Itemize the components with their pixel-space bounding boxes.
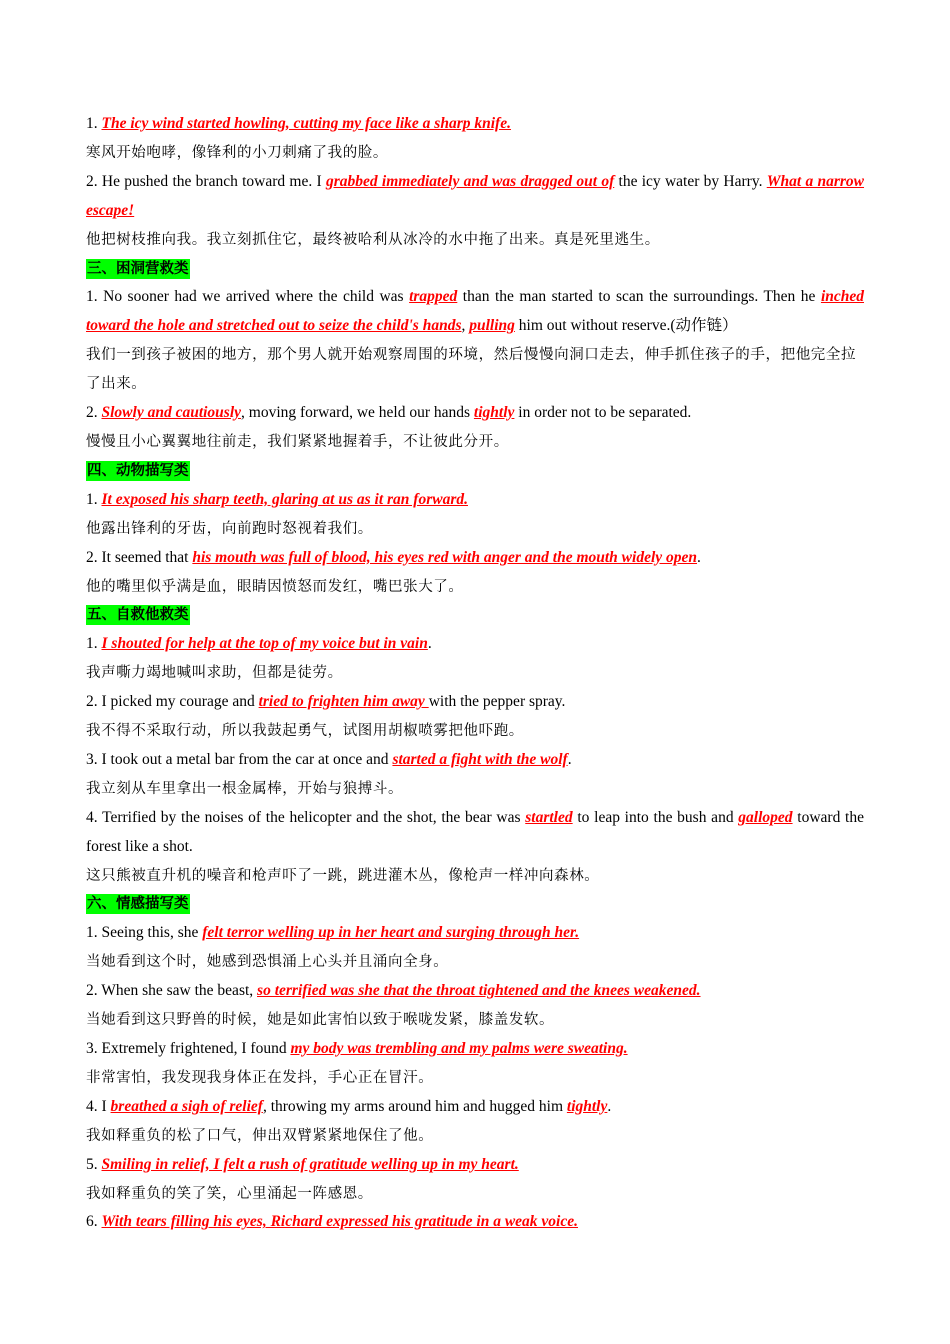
sentence-en bbox=[86, 746, 864, 775]
highlight-phrase: With tears filling his eyes, Richard expressed his gratitude in a weak voice. bbox=[101, 1213, 578, 1231]
highlight-phrase: I shouted for help at the top of my voice but in vain bbox=[101, 635, 428, 653]
sentence-prefix: 4. I bbox=[86, 1097, 111, 1115]
sentence-prefix: 5. bbox=[86, 1155, 102, 1173]
highlight-phrase: his mouth was full of blood, his eyes red with anger and the mouth widely open bbox=[192, 548, 698, 566]
highlight-phrase: What a narrow escape! bbox=[86, 172, 865, 219]
sentence-en bbox=[86, 977, 864, 1006]
sentence-prefix: 3. Extremely frightened, I found bbox=[86, 1040, 291, 1057]
sentence-zh: 他把树枝推向我。我立刻抓住它，最终被哈利从冰冷的水中拖了出来。真是死里逃生。 bbox=[86, 231, 660, 248]
highlight-phrase: tightly bbox=[473, 404, 515, 422]
sentence-text: than the man started to scan the surroundings. Then he bbox=[457, 288, 821, 306]
sentence-zh: 我如释重负的笑了笑，心里涌起一阵感恩。 bbox=[86, 1185, 373, 1202]
sentence-text: , bbox=[461, 317, 470, 335]
highlight-phrase: tightly bbox=[566, 1097, 608, 1115]
highlight-phrase: Slowly and cautiously bbox=[101, 404, 242, 422]
sentence-text: him out without reserve.(动作链） bbox=[514, 317, 738, 335]
sentence-text: with the pepper spray. bbox=[428, 693, 566, 711]
sentence-prefix: 2. When she saw the beast, bbox=[86, 982, 258, 1000]
highlight-phrase: The icy wind started howling, cutting my face like a sharp knife. bbox=[101, 115, 511, 132]
sentence-zh: 这只熊被直升机的噪音和枪声吓了一跳，跳进灌木丛，像枪声一样冲向森林。 bbox=[86, 867, 600, 884]
sentence-text: . bbox=[697, 548, 701, 566]
sentence-zh: 非常害怕，我发现我身体正在发抖，手心正在冒汗。 bbox=[86, 1069, 434, 1086]
sentence-zh: 我立刻从车里拿出一根金属棒，开始与狼搏斗。 bbox=[86, 780, 404, 797]
section-heading: 四、动物描写类 bbox=[87, 462, 189, 479]
sentence-prefix: 6. bbox=[86, 1213, 102, 1231]
sentence-en bbox=[86, 919, 864, 948]
sentence-zh: 当她看到这个时，她感到恐惧涌上心头并且涌向全身。 bbox=[86, 954, 449, 971]
highlight-phrase: Smiling in relief, I felt a rush of gratitude welling up in my heart. bbox=[101, 1155, 519, 1173]
sentence-en bbox=[86, 486, 864, 515]
sentence-zh: 他露出锋利的牙齿，向前跑时怒视着我们。 bbox=[86, 520, 373, 537]
sentence-zh: 当她看到这只野兽的时候，她是如此害怕以致于喉咙发紧，膝盖发软。 bbox=[86, 1012, 555, 1029]
sentence-text: the icy water by Harry. bbox=[614, 172, 767, 190]
highlight-phrase: inched toward the hole and stretched out to seize the child's hands bbox=[86, 288, 864, 335]
sentence-zh: 我声嘶力竭地喊叫求助，但都是徒劳。 bbox=[86, 665, 343, 682]
sentence-prefix: 1. bbox=[86, 635, 102, 653]
section-heading: 五、自救他救类 bbox=[87, 607, 189, 624]
highlight-phrase: felt terror welling up in her heart and surging through her. bbox=[202, 924, 580, 942]
sentence-text: , moving forward, we held our hands bbox=[241, 404, 474, 422]
sentence-en bbox=[86, 630, 864, 659]
sentence-zh: 我们一到孩子被困的地方，那个男人就开始观察周围的环境，然后慢慢向洞口走去，伸手抓住孩子的手，把他完全拉了出来。 bbox=[86, 347, 857, 393]
sentence-prefix: 2. bbox=[86, 404, 102, 422]
document-page bbox=[86, 110, 864, 1237]
sentence-prefix: 1. Seeing this, she bbox=[86, 924, 203, 942]
highlight-phrase: trapped bbox=[409, 288, 458, 306]
sentence-prefix: 1. bbox=[86, 490, 102, 508]
sentence-zh: 寒风开始咆哮，像锋利的小刀刺痛了我的脸。 bbox=[86, 144, 388, 161]
highlight-phrase: my body was trembling and my palms were sweating. bbox=[290, 1040, 628, 1057]
highlight-phrase: startled bbox=[525, 808, 573, 826]
sentence-prefix: 2. It seemed that bbox=[86, 548, 193, 566]
section-heading: 三、困洞营救类 bbox=[87, 260, 189, 277]
highlight-phrase: so terrified was she that the throat tightened and the knees weakened. bbox=[257, 982, 701, 1000]
sentence-text: toward the forest like a shot. bbox=[86, 808, 864, 855]
sentence-en bbox=[86, 1093, 864, 1122]
sentence-text: in order not to be separated. bbox=[514, 404, 692, 422]
sentence-en bbox=[86, 399, 864, 428]
sentence-en bbox=[86, 1151, 864, 1180]
sentence-en bbox=[86, 688, 864, 717]
sentence-text: to leap into the bush and bbox=[572, 808, 739, 826]
sentence-prefix: 2. I picked my courage and bbox=[86, 693, 259, 711]
sentence-en bbox=[86, 283, 864, 341]
sentence-prefix: 2. He pushed the branch toward me. I bbox=[86, 172, 326, 190]
sentence-en bbox=[86, 168, 864, 226]
sentence-text: . bbox=[427, 635, 432, 653]
sentence-en bbox=[86, 110, 864, 139]
sentence-en bbox=[86, 1208, 864, 1237]
sentence-prefix: 1. bbox=[86, 115, 102, 132]
sentence-text: . bbox=[607, 1097, 612, 1115]
sentence-en bbox=[86, 544, 864, 573]
highlight-phrase: grabbed immediately and was dragged out of bbox=[325, 172, 615, 190]
highlight-phrase: started a fight with the wolf bbox=[392, 750, 568, 768]
sentence-en bbox=[86, 804, 864, 862]
sentence-zh: 我不得不采取行动，所以我鼓起勇气，试图用胡椒喷雾把他吓跑。 bbox=[86, 723, 524, 740]
sentence-prefix: 1. No sooner had we arrived where the child was bbox=[86, 288, 410, 306]
highlight-phrase: It exposed his sharp teeth, glaring at us as it ran forward. bbox=[101, 490, 468, 508]
sentence-zh: 他的嘴里似乎满是血，眼睛因愤怒而发红，嘴巴张大了。 bbox=[86, 578, 464, 595]
sentence-prefix: 4. Terrified by the noises of the helicopter and the shot, the bear was bbox=[86, 808, 526, 826]
sentence-prefix: 3. I took out a metal bar from the car at once and bbox=[86, 750, 393, 768]
highlight-phrase: galloped bbox=[738, 808, 793, 826]
sentence-en bbox=[86, 1035, 864, 1064]
sentence-text: , throwing my arms around him and hugged him bbox=[262, 1097, 567, 1115]
sentence-text: . bbox=[567, 750, 572, 768]
sentence-zh: 我如释重负的松了口气，伸出双臂紧紧地保住了他。 bbox=[86, 1127, 434, 1144]
highlight-phrase: tried to frighten him away bbox=[258, 693, 429, 711]
highlight-phrase: breathed a sigh of relief bbox=[110, 1097, 263, 1115]
section-heading: 六、情感描写类 bbox=[87, 896, 189, 913]
sentence-zh: 慢慢且小心翼翼地往前走，我们紧紧地握着手，不让彼此分开。 bbox=[86, 433, 509, 450]
highlight-phrase: pulling bbox=[469, 317, 515, 335]
